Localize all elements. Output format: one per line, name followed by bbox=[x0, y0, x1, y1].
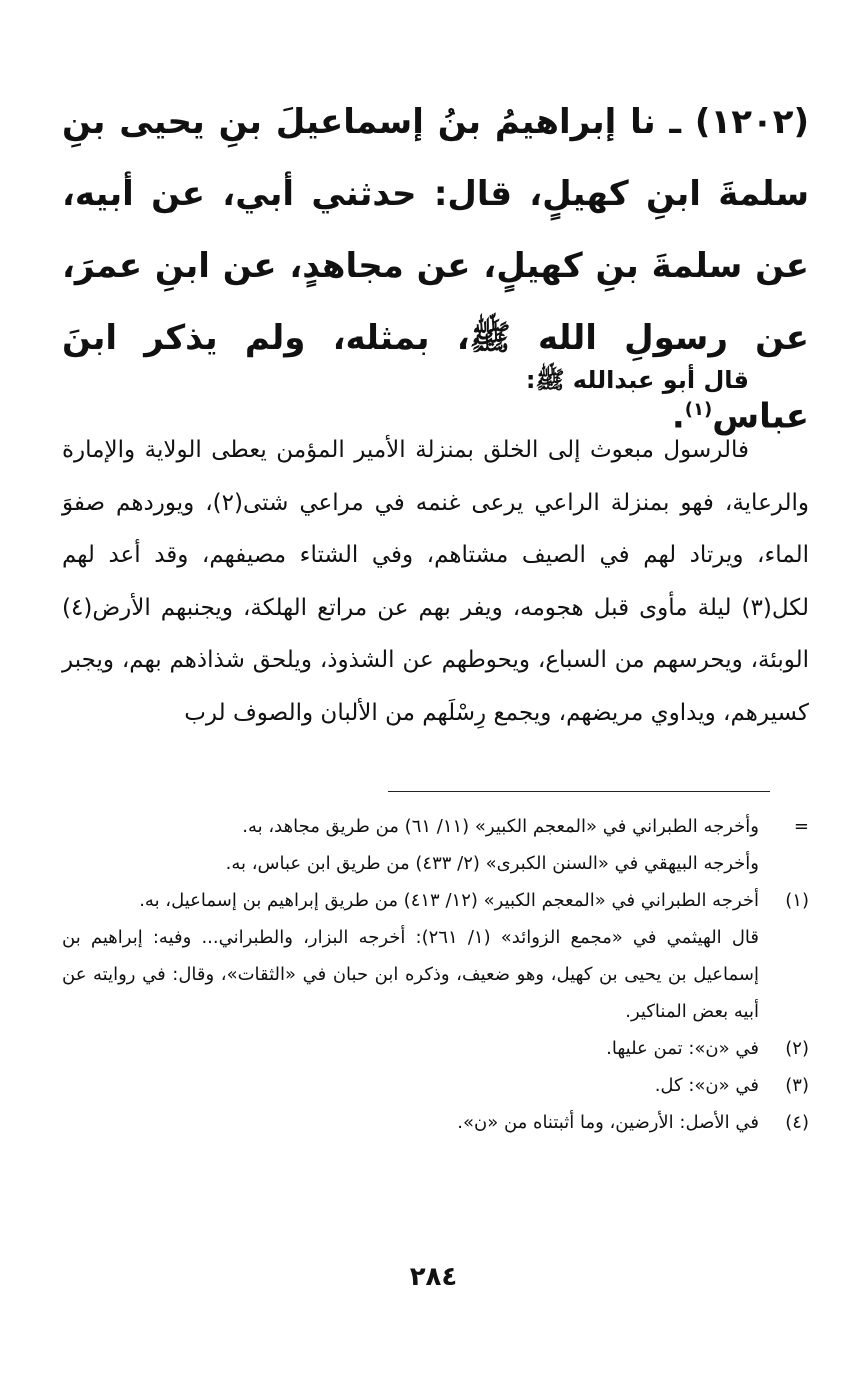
commentary-paragraph bbox=[62, 424, 809, 739]
footnote-line: أخرجه الطبراني في «المعجم الكبير» (١٢/ ٤١٣) من طريق إبراهيم بن إسماعيل، به. bbox=[139, 890, 759, 911]
footnote-separator bbox=[388, 791, 770, 792]
page-number: ٢٨٤ bbox=[409, 1262, 458, 1292]
footnote-body bbox=[62, 1030, 759, 1067]
footnote-reference: (١) bbox=[684, 399, 713, 420]
footnote-mark: (١) bbox=[785, 890, 809, 911]
footnote-body bbox=[62, 1067, 759, 1104]
footnote-line: قال الهيثمي في «مجمع الزوائد» (١/ ٢٦١): أخرجه البزار، والطبراني... وفيه: إبراهيم بن إسماعيل بن يحيى بن كهيل، وهو ضعيف، وذكره ابن حبان في «الثقات»، وقال: في روايته عن أبيه بعض المناكير. bbox=[62, 927, 759, 1022]
hadith-text: ـ نا إبراهيمُ بنُ إسماعيلَ بنِ يحيى بنِ سلمةَ ابنِ كهيلٍ، قال: حدثني أبي، عن أبيه، عن سلمةَ بنِ كهيلٍ، عن مجاهدٍ، عن ابنِ عمرَ، عن رسولِ الله ﷺ، بمثله، ولم يذكر ابنَ عباس bbox=[62, 102, 809, 437]
footnote-item bbox=[62, 1104, 809, 1141]
footnote-item bbox=[62, 1030, 809, 1067]
footnote-body bbox=[62, 808, 759, 882]
footnote-mark: = bbox=[793, 816, 809, 837]
footnote-item bbox=[62, 882, 809, 1030]
hadith-end: . bbox=[671, 396, 685, 437]
footnote-item bbox=[62, 1067, 809, 1104]
comment-heading: قال أبو عبدالله ﷺ: bbox=[525, 366, 749, 394]
commentary-text: فالرسول مبعوث إلى الخلق بمنزلة الأمير المؤمن يعطى الولاية والإمارة والرعاية، فهو بمنزلة الراعي يرعى غنمه في مراعي شتى(٢)، ويوردهم صفوَ الماء، ويرتاد لهم في الصيف مشتاهم، وفي الشتاء مصيفهم، وقد أعد لهم لكل(٣) ليلة مأوى قبل هجومه، ويفر بهم عن مراتع الهلكة، ويجنبهم الأرض(٤) الوبئة، ويحرسهم من السباع، ويحوطهم عن الشذوذ، ويلحق شذاذهم بهم، ويجبر كسيرهم، ويداوي مريضهم، ويجمع رِسْلَهم من الألبان والصوف لرب bbox=[62, 437, 809, 726]
footnote-mark: (٣) bbox=[785, 1075, 809, 1096]
footnote-body bbox=[62, 882, 759, 1030]
footnote-body bbox=[62, 1104, 759, 1141]
footnote-line: وأخرجه الطبراني في «المعجم الكبير» (١١/ ٦١) من طريق مجاهد، به. bbox=[242, 816, 759, 837]
footnote-line: في «ن»: كل. bbox=[654, 1075, 759, 1096]
footnote-item bbox=[62, 808, 809, 882]
footnote-mark: (٤) bbox=[785, 1112, 809, 1133]
footnotes bbox=[62, 808, 809, 1141]
hadith-number: (١٢٠٢) bbox=[694, 102, 810, 142]
footnote-line: في الأصل: الأرضين، وما أثبتناه من «ن». bbox=[457, 1112, 759, 1133]
footnote-line: في «ن»: تمن عليها. bbox=[606, 1038, 759, 1059]
footnote-line: وأخرجه البيهقي في «السنن الكبرى» (٢/ ٤٣٣) من طريق ابن عباس، به. bbox=[225, 853, 759, 874]
footnote-mark: (٢) bbox=[785, 1038, 809, 1059]
